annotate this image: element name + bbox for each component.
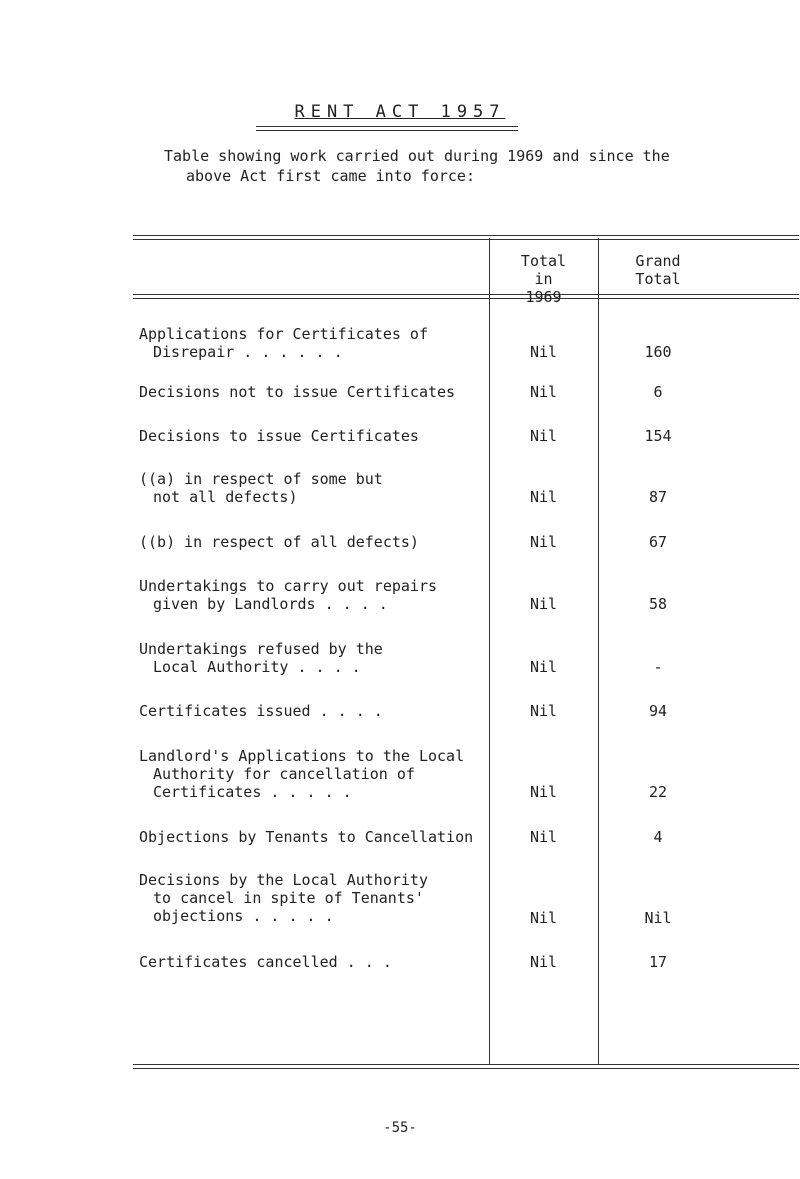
row-label: [139, 533, 484, 551]
row-label-line2: not all defects): [153, 488, 298, 506]
row-label-line3: Certificates . . . . .: [153, 783, 352, 801]
column-header-total-line1: Total: [520, 252, 567, 270]
column-header-total: [489, 252, 598, 306]
row-label-line1: Objections by Tenants to Cancellation: [139, 828, 474, 846]
row-label-line2: given by Landlords . . . .: [153, 595, 388, 613]
row-label-line1: Decisions not to issue Certificates: [139, 383, 456, 401]
row-grand-total: 58: [648, 595, 668, 613]
column-header-total-line3: 1969: [525, 288, 562, 306]
row-grand-total: Nil: [644, 909, 672, 927]
row-label: [139, 747, 484, 801]
row-grand-total: 4: [653, 828, 663, 846]
row-grand-total: -: [653, 658, 663, 676]
row-grand-total: 22: [648, 783, 668, 801]
row-total-1969: Nil: [529, 427, 558, 445]
row-label: [139, 640, 484, 676]
row-grand-total: 160: [644, 343, 672, 361]
row-label-line1: ((b) in respect of all defects): [139, 533, 419, 551]
row-label-line1: Undertakings refused by the: [139, 640, 383, 658]
row-label-line3: objections . . . . .: [153, 907, 334, 925]
column-divider-total: [489, 238, 490, 1064]
column-header-grand-line1: Grand: [635, 252, 681, 270]
row-grand-total: 17: [648, 953, 668, 971]
row-total-1969: Nil: [529, 783, 558, 801]
row-label-line2: Authority for cancellation of: [153, 765, 415, 783]
row-total-1969: Nil: [529, 953, 558, 971]
row-grand-total: 154: [644, 427, 672, 445]
table-header-rule: [133, 294, 799, 299]
column-header-grand: [598, 252, 718, 288]
intro-line-2: above Act first came into force:: [186, 167, 475, 185]
row-grand-total: 67: [648, 533, 668, 551]
table-bottom-rule: [133, 1064, 799, 1069]
table-top-rule: [133, 235, 799, 240]
row-grand-total: 94: [648, 702, 668, 720]
intro-text: [164, 146, 724, 186]
row-total-1969: Nil: [529, 658, 558, 676]
column-header-grand-line2: Total: [635, 270, 681, 288]
row-total-1969: Nil: [529, 828, 558, 846]
row-label-line1: Certificates cancelled . . .: [139, 953, 392, 971]
row-label: [139, 325, 484, 361]
row-label: [139, 871, 484, 925]
row-label-line1: Applications for Certificates of: [139, 325, 428, 343]
intro-line-1: Table showing work carried out during 1969 and since the: [164, 147, 670, 165]
row-label-line1: ((a) in respect of some but: [139, 470, 383, 488]
row-label: [139, 427, 484, 445]
row-total-1969: Nil: [529, 909, 558, 927]
row-total-1969: Nil: [529, 383, 558, 401]
row-label: [139, 828, 484, 846]
column-divider-grand: [598, 238, 599, 1064]
row-label: [139, 953, 484, 971]
row-label: [139, 577, 484, 613]
row-label-line1: Undertakings to carry out repairs: [139, 577, 438, 595]
page-number: -55-: [383, 1120, 417, 1136]
row-label-line2: to cancel in spite of Tenants': [153, 889, 424, 907]
row-label-line2: Local Authority . . . .: [153, 658, 361, 676]
row-total-1969: Nil: [529, 488, 558, 506]
row-label-line1: Certificates issued . . . .: [139, 702, 383, 720]
row-label-line2: Disrepair . . . . . .: [153, 343, 343, 361]
row-label-line1: Landlord's Applications to the Local: [139, 747, 465, 765]
row-label-line1: Decisions to issue Certificates: [139, 427, 419, 445]
row-total-1969: Nil: [529, 533, 558, 551]
heading-underline: [256, 126, 518, 131]
row-grand-total: 87: [648, 488, 668, 506]
row-label: [139, 470, 484, 506]
page-heading: RENT ACT 1957: [294, 102, 506, 122]
row-total-1969: Nil: [529, 595, 558, 613]
row-label: [139, 702, 484, 720]
row-label-line1: Decisions by the Local Authority: [139, 871, 428, 889]
row-label: [139, 383, 484, 401]
column-header-total-line2: in: [534, 270, 553, 288]
row-total-1969: Nil: [529, 343, 558, 361]
row-total-1969: Nil: [529, 702, 558, 720]
row-grand-total: 6: [653, 383, 663, 401]
